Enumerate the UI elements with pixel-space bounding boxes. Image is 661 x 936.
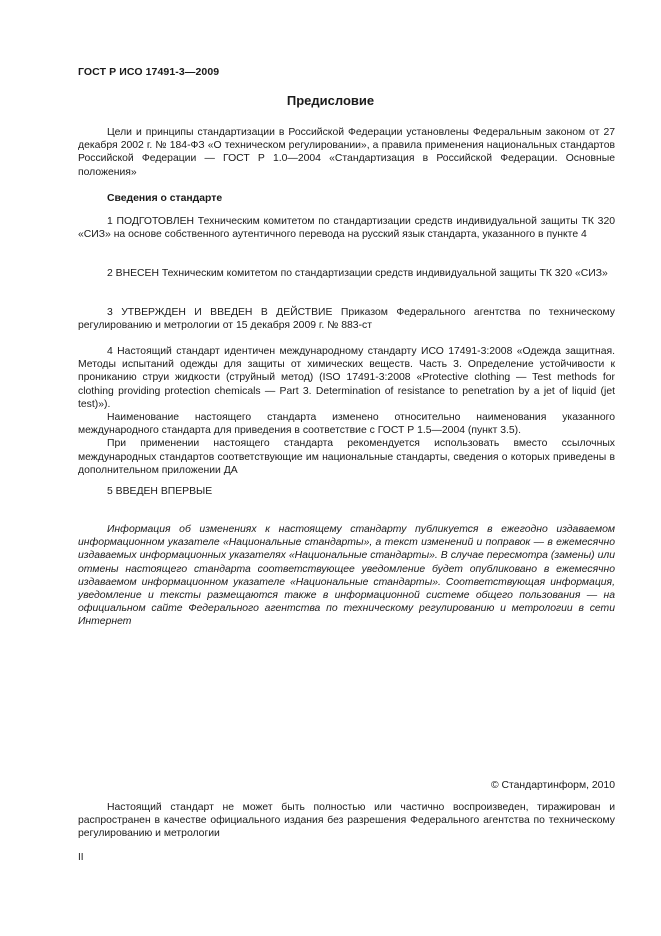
intro-block (78, 126, 615, 179)
page-number: II (78, 852, 84, 863)
document-header: ГОСТ Р ИСО 17491-3—2009 (78, 66, 220, 78)
item-5: 5 ВВЕДЕН ВПЕРВЫЕ (107, 486, 213, 497)
copyright: © Стандартинформ, 2010 (490, 780, 615, 791)
item-1: 1 ПОДГОТОВЛЕН Техническим комитетом по стандартизации средств индивидуальной защиты ТК 320 «СИЗ» на основе собственного аутентичного перевода на русский язык стандарта, указанного в пункте 4 (78, 216, 615, 241)
subheading-block (78, 192, 615, 205)
item-1-block (78, 215, 615, 241)
page-title: Предисловие (286, 93, 375, 108)
item-2: 2 ВНЕСЕН Техническим комитетом по стандартизации средств индивидуальной защиты ТК 320 «СИЗ» (107, 268, 608, 279)
item-5-block (78, 485, 615, 498)
item-4-note-1: Наименование настоящего стандарта изменено относительно наименования указанного международного стандарта для приведения в соответствие с ГОСТ Р 1.5—2004 (пункт 3.5). (78, 412, 615, 437)
info-paragraph: Информация об изменениях к настоящему стандарту публикуется в ежегодно издаваемом информационном указателе «Национальные стандарты», а текст изменений и поправок — в ежемесячно издаваемых информационных указателях «Национальные стандарты». В случае пересмотра (замены) или отмены настоящего стандарта соответствующее уведомление будет опубликовано в ежемесячно издаваемом информационном указателе «Национальные стандарты». Соответствующая информация, уведомление и тексты размещаются также в информационной системе общего пользования — на официальном сайте Федерального агентства по техническому регулированию и метрологии в сети Интернет (78, 524, 615, 628)
notice-paragraph: Настоящий стандарт не может быть полностью или частично воспроизведен, тиражирован и распространен в качестве официального издания без разрешения Федерального агентства по техническому регулированию и метрологии (78, 802, 615, 840)
item-3: 3 УТВЕРЖДЕН И ВВЕДЕН В ДЕЙСТВИЕ Приказом Федерального агентства по техническому регулированию и метрологии от 15 декабря 2009 г. № 883-ст (78, 307, 615, 332)
item-4: 4 Настоящий стандарт идентичен международному стандарту ИСО 17491-3:2008 «Одежда защитная. Методы испытаний одежды для защиты от химических веществ. Часть 3. Определение устойчивости к прониканию струи жидкости (струйный метод) (ISO 17491-3:2008 «Protective clothing — Test methods for clothing providing protection chemicals — Part 3. Determination of resistance to penetration by a jet of liquid (jet test)»). (78, 346, 615, 410)
notice-block (78, 801, 615, 841)
info-block (78, 523, 615, 629)
item-2-block (78, 267, 615, 280)
item-4-block (78, 345, 615, 477)
subheading: Сведения о стандарте (107, 193, 223, 204)
item-3-block (78, 306, 615, 332)
intro-paragraph: Цели и принципы стандартизации в Российской Федерации установлены Федеральным законом от 27 декабря 2002 г. № 184-ФЗ «О техническом регулировании», а правила применения национальных стандартов Российской Федерации — ГОСТ Р 1.0—2004 «Стандартизация в Российской Федерации. Основные положения» (78, 127, 615, 178)
item-4-note-2: При применении настоящего стандарта рекомендуется использовать вместо ссылочных международных стандартов соответствующие им национальные стандарты, сведения о которых приведены в дополнительном приложении ДА (78, 438, 615, 476)
